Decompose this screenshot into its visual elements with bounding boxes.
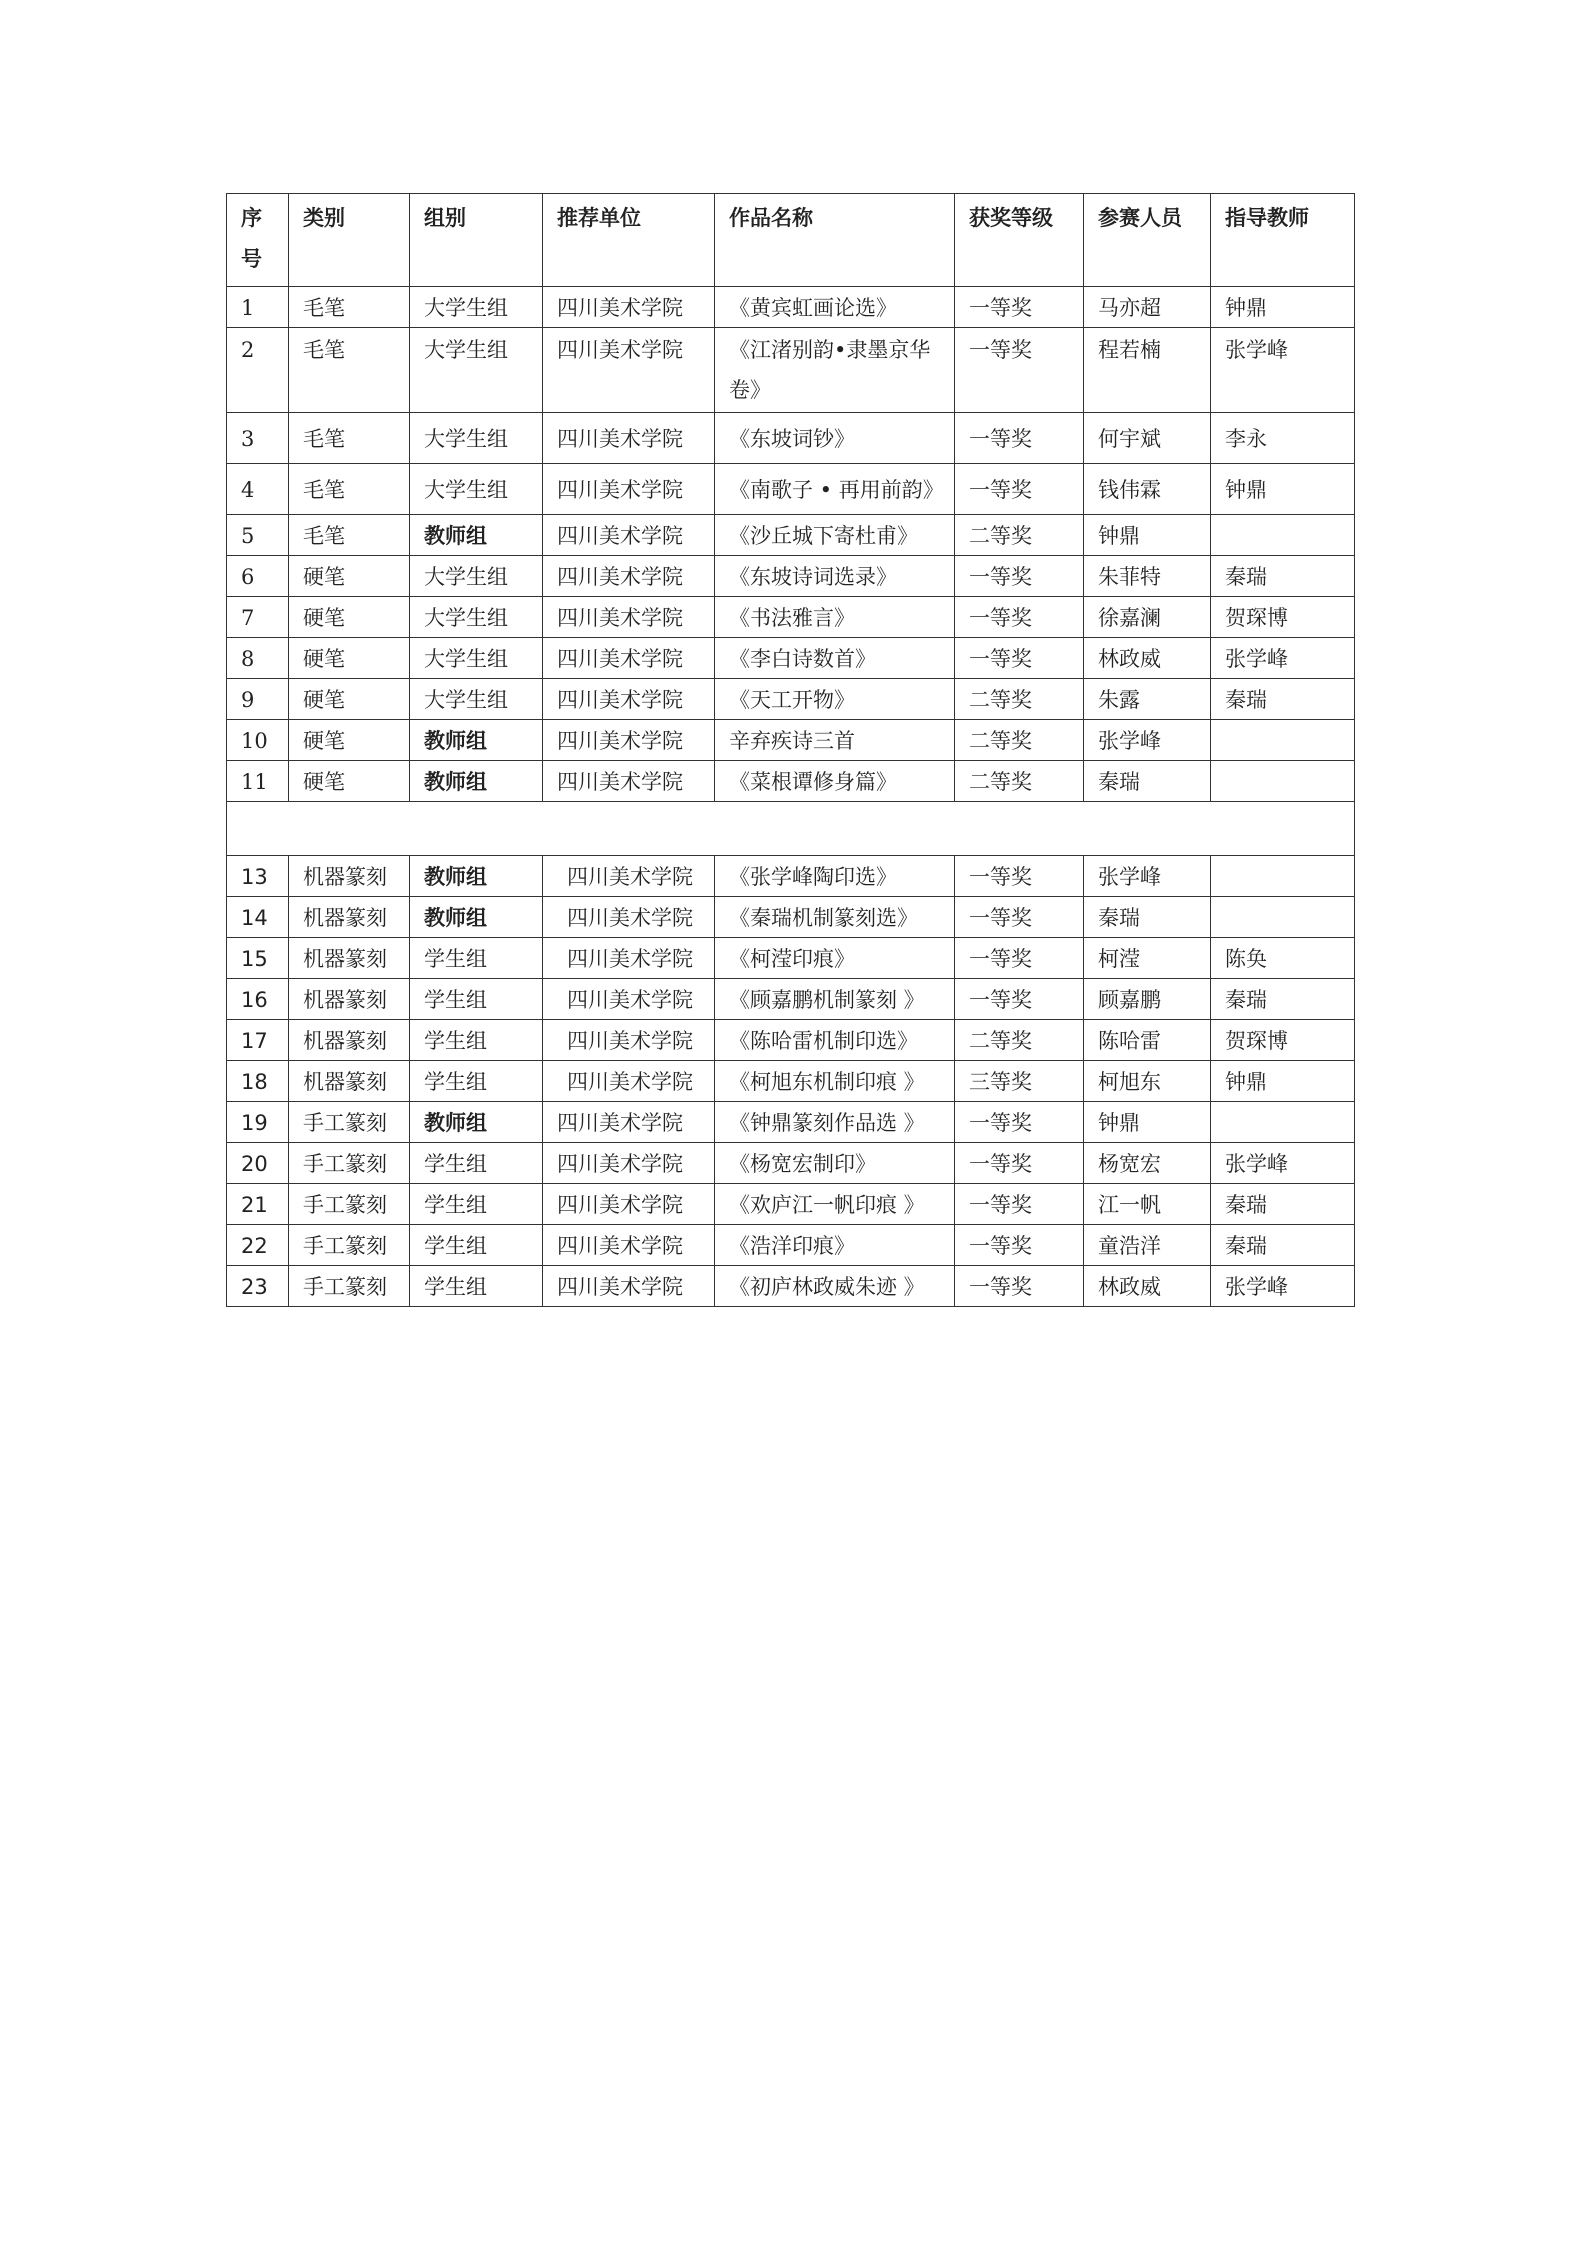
cell-unit: 四川美术学院 — [543, 761, 715, 802]
cell-participant: 杨宽宏 — [1084, 1143, 1211, 1184]
cell-no: 4 — [227, 464, 289, 515]
cell-participant: 何宇斌 — [1084, 413, 1211, 464]
cell-participant: 林政威 — [1084, 1266, 1211, 1307]
cell-work: 《柯旭东机制印痕 》 — [715, 1061, 955, 1102]
cell-category: 机器篆刻 — [289, 938, 410, 979]
cell-award: 一等奖 — [955, 1184, 1084, 1225]
cell-category: 硬笔 — [289, 679, 410, 720]
table-row — [227, 720, 1355, 761]
cell-category: 机器篆刻 — [289, 1061, 410, 1102]
cell-category: 毛笔 — [289, 464, 410, 515]
table-row — [227, 1225, 1355, 1266]
cell-category: 手工篆刻 — [289, 1143, 410, 1184]
cell-work: 《钟鼎篆刻作品选 》 — [715, 1102, 955, 1143]
cell-unit: 四川美术学院 — [543, 979, 715, 1020]
cell-no: 8 — [227, 638, 289, 679]
cell-award: 一等奖 — [955, 856, 1084, 897]
table-row-blank — [227, 802, 1355, 856]
cell-participant: 朱菲特 — [1084, 556, 1211, 597]
cell-category: 毛笔 — [289, 515, 410, 556]
header-category: 类别 — [289, 194, 410, 287]
cell-award: 一等奖 — [955, 464, 1084, 515]
cell-group: 大学生组 — [410, 287, 543, 328]
cell-category: 机器篆刻 — [289, 897, 410, 938]
cell-group: 教师组 — [410, 515, 543, 556]
cell-award: 一等奖 — [955, 1102, 1084, 1143]
cell-group: 大学生组 — [410, 464, 543, 515]
cell-award: 一等奖 — [955, 328, 1084, 413]
cell-work: 《沙丘城下寄杜甫》 — [715, 515, 955, 556]
cell-participant: 程若楠 — [1084, 328, 1211, 413]
cell-participant: 顾嘉鹏 — [1084, 979, 1211, 1020]
cell-unit: 四川美术学院 — [543, 856, 715, 897]
cell-teacher: 张学峰 — [1211, 328, 1355, 413]
cell-group: 大学生组 — [410, 556, 543, 597]
cell-no: 15 — [227, 938, 289, 979]
cell-participant: 柯滢 — [1084, 938, 1211, 979]
cell-group: 大学生组 — [410, 597, 543, 638]
cell-work: 《欢庐江一帆印痕 》 — [715, 1184, 955, 1225]
cell-category: 硬笔 — [289, 556, 410, 597]
cell-group: 学生组 — [410, 979, 543, 1020]
cell-work: 《顾嘉鹏机制篆刻 》 — [715, 979, 955, 1020]
cell-participant: 林政威 — [1084, 638, 1211, 679]
table-row — [227, 979, 1355, 1020]
cell-group: 教师组 — [410, 1102, 543, 1143]
blank-cell — [227, 802, 1355, 856]
header-work: 作品名称 — [715, 194, 955, 287]
cell-no: 2 — [227, 328, 289, 413]
cell-category: 机器篆刻 — [289, 979, 410, 1020]
cell-category: 毛笔 — [289, 287, 410, 328]
table-row — [227, 938, 1355, 979]
cell-teacher: 张学峰 — [1211, 1266, 1355, 1307]
cell-work: 《张学峰陶印选》 — [715, 856, 955, 897]
cell-unit: 四川美术学院 — [543, 1143, 715, 1184]
awards-table — [226, 193, 1355, 1307]
cell-participant: 陈哈雷 — [1084, 1020, 1211, 1061]
cell-award: 一等奖 — [955, 979, 1084, 1020]
header-participant: 参赛人员 — [1084, 194, 1211, 287]
cell-award: 一等奖 — [955, 287, 1084, 328]
cell-group: 大学生组 — [410, 679, 543, 720]
table-row — [227, 1102, 1355, 1143]
cell-teacher — [1211, 761, 1355, 802]
cell-participant: 童浩洋 — [1084, 1225, 1211, 1266]
cell-category: 手工篆刻 — [289, 1102, 410, 1143]
cell-teacher — [1211, 515, 1355, 556]
cell-award: 一等奖 — [955, 1225, 1084, 1266]
cell-teacher: 张学峰 — [1211, 638, 1355, 679]
cell-participant: 秦瑞 — [1084, 761, 1211, 802]
cell-category: 手工篆刻 — [289, 1225, 410, 1266]
cell-unit: 四川美术学院 — [543, 1184, 715, 1225]
cell-award: 一等奖 — [955, 413, 1084, 464]
cell-participant: 朱露 — [1084, 679, 1211, 720]
cell-teacher: 贺琛博 — [1211, 597, 1355, 638]
cell-participant: 秦瑞 — [1084, 897, 1211, 938]
cell-teacher — [1211, 856, 1355, 897]
cell-participant: 钟鼎 — [1084, 1102, 1211, 1143]
cell-no: 18 — [227, 1061, 289, 1102]
cell-participant: 张学峰 — [1084, 856, 1211, 897]
table-row — [227, 1184, 1355, 1225]
cell-group: 学生组 — [410, 1143, 543, 1184]
cell-category: 机器篆刻 — [289, 1020, 410, 1061]
cell-teacher: 钟鼎 — [1211, 464, 1355, 515]
cell-participant: 马亦超 — [1084, 287, 1211, 328]
cell-work: 《菜根谭修身篇》 — [715, 761, 955, 802]
cell-work: 《杨宽宏制印》 — [715, 1143, 955, 1184]
header-no: 序号 — [227, 194, 289, 287]
cell-award: 二等奖 — [955, 679, 1084, 720]
cell-group: 学生组 — [410, 1061, 543, 1102]
cell-no: 17 — [227, 1020, 289, 1061]
cell-group: 学生组 — [410, 1266, 543, 1307]
cell-group: 教师组 — [410, 856, 543, 897]
cell-work: 《陈哈雷机制印选》 — [715, 1020, 955, 1061]
table-row — [227, 679, 1355, 720]
cell-category: 硬笔 — [289, 720, 410, 761]
cell-participant: 柯旭东 — [1084, 1061, 1211, 1102]
cell-award: 一等奖 — [955, 1143, 1084, 1184]
cell-no: 13 — [227, 856, 289, 897]
cell-teacher: 秦瑞 — [1211, 1184, 1355, 1225]
table-row — [227, 1143, 1355, 1184]
cell-category: 毛笔 — [289, 328, 410, 413]
cell-group: 学生组 — [410, 1184, 543, 1225]
table-row — [227, 556, 1355, 597]
cell-work: 《书法雅言》 — [715, 597, 955, 638]
table-row — [227, 464, 1355, 515]
cell-teacher: 陈奂 — [1211, 938, 1355, 979]
cell-unit: 四川美术学院 — [543, 597, 715, 638]
cell-unit: 四川美术学院 — [543, 464, 715, 515]
cell-group: 大学生组 — [410, 328, 543, 413]
cell-teacher: 秦瑞 — [1211, 979, 1355, 1020]
table-row — [227, 897, 1355, 938]
cell-no: 5 — [227, 515, 289, 556]
cell-award: 一等奖 — [955, 597, 1084, 638]
cell-award: 一等奖 — [955, 897, 1084, 938]
cell-teacher — [1211, 897, 1355, 938]
cell-award: 一等奖 — [955, 938, 1084, 979]
cell-unit: 四川美术学院 — [543, 679, 715, 720]
table-row — [227, 1020, 1355, 1061]
header-award: 获奖等级 — [955, 194, 1084, 287]
cell-award: 二等奖 — [955, 761, 1084, 802]
cell-no: 23 — [227, 1266, 289, 1307]
cell-category: 手工篆刻 — [289, 1266, 410, 1307]
header-group: 组别 — [410, 194, 543, 287]
cell-participant: 江一帆 — [1084, 1184, 1211, 1225]
cell-work: 《东坡词钞》 — [715, 413, 955, 464]
cell-category: 硬笔 — [289, 638, 410, 679]
cell-category: 机器篆刻 — [289, 856, 410, 897]
cell-work: 《天工开物》 — [715, 679, 955, 720]
header-teacher: 指导教师 — [1211, 194, 1355, 287]
cell-teacher — [1211, 1102, 1355, 1143]
cell-group: 学生组 — [410, 1225, 543, 1266]
cell-category: 硬笔 — [289, 597, 410, 638]
cell-unit: 四川美术学院 — [543, 1225, 715, 1266]
cell-no: 22 — [227, 1225, 289, 1266]
cell-group: 大学生组 — [410, 638, 543, 679]
cell-group: 教师组 — [410, 897, 543, 938]
cell-unit: 四川美术学院 — [543, 938, 715, 979]
cell-work: 《江渚别韵•隶墨京华卷》 — [715, 328, 955, 413]
cell-group: 学生组 — [410, 1020, 543, 1061]
cell-unit: 四川美术学院 — [543, 556, 715, 597]
cell-group: 教师组 — [410, 761, 543, 802]
cell-unit: 四川美术学院 — [543, 1102, 715, 1143]
cell-group: 大学生组 — [410, 413, 543, 464]
cell-group: 学生组 — [410, 938, 543, 979]
cell-no: 10 — [227, 720, 289, 761]
cell-participant: 张学峰 — [1084, 720, 1211, 761]
cell-award: 一等奖 — [955, 1266, 1084, 1307]
cell-award: 二等奖 — [955, 720, 1084, 761]
cell-participant: 钱伟霖 — [1084, 464, 1211, 515]
cell-teacher: 钟鼎 — [1211, 287, 1355, 328]
cell-no: 16 — [227, 979, 289, 1020]
header-unit: 推荐单位 — [543, 194, 715, 287]
cell-unit: 四川美术学院 — [543, 897, 715, 938]
cell-no: 21 — [227, 1184, 289, 1225]
cell-unit: 四川美术学院 — [543, 515, 715, 556]
cell-teacher: 贺琛博 — [1211, 1020, 1355, 1061]
cell-award: 一等奖 — [955, 638, 1084, 679]
cell-teacher: 秦瑞 — [1211, 1225, 1355, 1266]
table-row — [227, 328, 1355, 413]
cell-teacher: 秦瑞 — [1211, 679, 1355, 720]
cell-teacher — [1211, 720, 1355, 761]
cell-unit: 四川美术学院 — [543, 413, 715, 464]
cell-teacher: 张学峰 — [1211, 1143, 1355, 1184]
cell-no: 1 — [227, 287, 289, 328]
cell-teacher: 秦瑞 — [1211, 556, 1355, 597]
table-row — [227, 1061, 1355, 1102]
cell-group: 教师组 — [410, 720, 543, 761]
cell-work: 《南歌子 • 再用前韵》 — [715, 464, 955, 515]
cell-no: 19 — [227, 1102, 289, 1143]
cell-award: 二等奖 — [955, 1020, 1084, 1061]
cell-unit: 四川美术学院 — [543, 287, 715, 328]
cell-unit: 四川美术学院 — [543, 1061, 715, 1102]
cell-award: 一等奖 — [955, 556, 1084, 597]
cell-no: 20 — [227, 1143, 289, 1184]
cell-unit: 四川美术学院 — [543, 1266, 715, 1307]
cell-award: 二等奖 — [955, 515, 1084, 556]
cell-participant: 钟鼎 — [1084, 515, 1211, 556]
table-row — [227, 1266, 1355, 1307]
cell-work: 《黄宾虹画论选》 — [715, 287, 955, 328]
cell-work: 《秦瑞机制篆刻选》 — [715, 897, 955, 938]
cell-work: 《柯滢印痕》 — [715, 938, 955, 979]
cell-category: 硬笔 — [289, 761, 410, 802]
cell-unit: 四川美术学院 — [543, 720, 715, 761]
table-row — [227, 856, 1355, 897]
cell-no: 11 — [227, 761, 289, 802]
cell-no: 3 — [227, 413, 289, 464]
cell-work: 《东坡诗词选录》 — [715, 556, 955, 597]
cell-no: 6 — [227, 556, 289, 597]
table-row — [227, 515, 1355, 556]
cell-unit: 四川美术学院 — [543, 638, 715, 679]
cell-unit: 四川美术学院 — [543, 1020, 715, 1061]
cell-work: 《浩洋印痕》 — [715, 1225, 955, 1266]
cell-no: 14 — [227, 897, 289, 938]
table-row — [227, 287, 1355, 328]
table-row — [227, 761, 1355, 802]
cell-work: 《初庐林政威朱迹 》 — [715, 1266, 955, 1307]
cell-work: 辛弃疾诗三首 — [715, 720, 955, 761]
cell-no: 9 — [227, 679, 289, 720]
cell-category: 毛笔 — [289, 413, 410, 464]
table-header-row — [227, 194, 1355, 287]
cell-category: 手工篆刻 — [289, 1184, 410, 1225]
cell-teacher: 李永 — [1211, 413, 1355, 464]
cell-no: 7 — [227, 597, 289, 638]
cell-participant: 徐嘉澜 — [1084, 597, 1211, 638]
cell-teacher: 钟鼎 — [1211, 1061, 1355, 1102]
cell-work: 《李白诗数首》 — [715, 638, 955, 679]
table-row — [227, 638, 1355, 679]
cell-award: 三等奖 — [955, 1061, 1084, 1102]
cell-unit: 四川美术学院 — [543, 328, 715, 413]
table-row — [227, 597, 1355, 638]
table-row — [227, 413, 1355, 464]
